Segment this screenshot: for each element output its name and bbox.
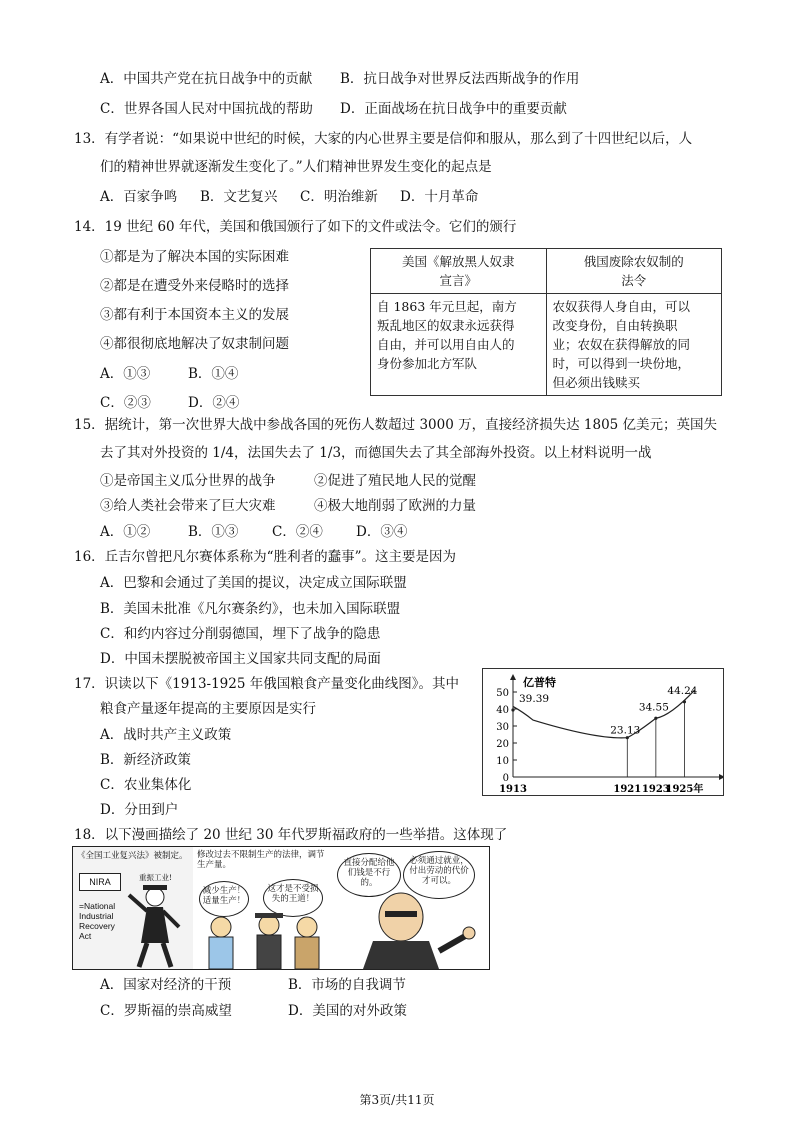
panel1-figure bbox=[123, 881, 189, 969]
q16-option-a: A．巴黎和会通过了美国的提议，决定成立国际联盟 bbox=[100, 575, 407, 591]
y-tick-label: 30 bbox=[496, 722, 509, 733]
table-cell-russia-line: 业；农奴在获得解放的同 bbox=[552, 337, 691, 352]
cartoon-panel-3 bbox=[331, 847, 489, 969]
q18-option-b: B．市场的自我调节 bbox=[288, 977, 406, 993]
panel3-roosevelt-figure bbox=[343, 891, 483, 969]
q14-statement-3: ③都有利于本国资本主义的发展 bbox=[100, 307, 289, 323]
cartoon-panel-2 bbox=[193, 847, 332, 969]
panel2-bubble-2: 这才是不受损失的王道！ bbox=[263, 879, 323, 917]
data-label: 34.55 bbox=[638, 701, 669, 714]
y-tick-label: 20 bbox=[496, 739, 509, 750]
q13-option-c: C．明治维新 bbox=[300, 189, 378, 205]
q16-stem: 16．丘吉尔曾把凡尔赛体系称为“胜利者的蠢事”。这主要是因为 bbox=[74, 549, 456, 565]
q16-option-c: C．和约内容过分削弱德国，埋下了战争的隐患 bbox=[100, 626, 381, 642]
q14-option-b: B．①④ bbox=[188, 366, 239, 382]
q12-option-d: D．正面战场在抗日战争中的重要贡献 bbox=[340, 101, 567, 117]
q15-statement-1: ①是帝国主义瓜分世界的战争 bbox=[100, 473, 276, 489]
data-point bbox=[654, 717, 657, 720]
q17-stem-line2: 粮食产量逐年提高的主要原因是实行 bbox=[100, 701, 316, 717]
table-cell-russia-line: 但必须出钱赎买 bbox=[552, 375, 641, 390]
table-cell-russia-line: 农奴获得人身自由，可以 bbox=[552, 299, 691, 314]
y-tick-label: 10 bbox=[496, 756, 509, 767]
x-axis-arrow bbox=[719, 774, 723, 780]
nira-note-line: Recovery bbox=[79, 921, 115, 931]
q12-option-a: A．中国共产党在抗日战争中的贡献 bbox=[100, 71, 313, 87]
q17-option-d: D．分田到户 bbox=[100, 802, 179, 818]
q14-option-c: C．②③ bbox=[100, 395, 151, 411]
y-tick-label: 0 bbox=[502, 773, 509, 784]
q14-statement-1: ①都是为了解决本国的实际困难 bbox=[100, 249, 289, 265]
y-tick-label: 40 bbox=[496, 705, 509, 716]
x-tick-label: 1921 bbox=[613, 784, 642, 795]
q17-option-a: A．战时共产主义政策 bbox=[100, 727, 232, 743]
x-tick-label: 1913 bbox=[499, 784, 527, 795]
q14-statement-2: ②都是在遭受外来侵略时的选择 bbox=[100, 278, 289, 294]
nira-note-line: Act bbox=[79, 931, 92, 941]
panel3-bubble-1: 直接分配给他们钱是不行的。 bbox=[337, 853, 401, 897]
q15-statement-2: ②促进了殖民地人民的觉醒 bbox=[314, 473, 476, 489]
q15-stem-line1: 15．据统计，第一次世界大战中参战各国的死伤人数超过 3000 万，直接经济损失达 1805 亿美元；英国失 bbox=[74, 417, 718, 433]
q18-option-d: D．美国的对外政策 bbox=[288, 1003, 407, 1019]
panel1-bubble: 重振工业! bbox=[139, 873, 173, 882]
table-cell-russia bbox=[546, 294, 722, 396]
q16-option-b: B．美国未批准《凡尔赛条约》，也未加入国际联盟 bbox=[100, 601, 401, 617]
q14-stem: 14．19 世纪 60 年代，美国和俄国颁行了如下的文件或法令。它们的颁行 bbox=[74, 219, 517, 235]
q17-option-c: C．农业集体化 bbox=[100, 777, 192, 793]
q18-option-a: A．国家对经济的干预 bbox=[100, 977, 232, 993]
y-tick-label: 50 bbox=[496, 688, 509, 699]
q13-stem-line1: 13．有学者说：“如果说中世纪的时候，大家的内心世界主要是信仰和服从，那么到了十四世纪以后，人 bbox=[74, 131, 693, 147]
y-axis-arrow bbox=[510, 674, 516, 680]
panel2-caption: 修改过去不限制生产的法律，调节生产量。 bbox=[197, 850, 325, 870]
data-point bbox=[511, 708, 514, 711]
page-footer: 第3页/共11页 bbox=[359, 1093, 435, 1107]
table-header-us-line1: 美国《解放黑人奴隶 bbox=[401, 254, 515, 269]
q13-option-b: B．文艺复兴 bbox=[200, 189, 278, 205]
q13-option-d: D．十月革命 bbox=[400, 189, 479, 205]
nira-note bbox=[79, 901, 115, 941]
chart-svg bbox=[483, 669, 723, 795]
table-cell-us-line: 自由，并可以用自由人的 bbox=[377, 337, 515, 352]
data-point bbox=[683, 700, 686, 703]
table-header-us-line2: 宣言》 bbox=[439, 273, 477, 288]
panel2-bubble-1: 减少生产！适量生产！ bbox=[199, 881, 249, 917]
q15-option-c: C．②④ bbox=[272, 524, 323, 540]
y-axis-label: 亿普特 bbox=[523, 676, 556, 689]
q15-statement-3: ③给人类社会带来了巨大灾难 bbox=[100, 498, 276, 514]
table-header-russia bbox=[546, 249, 722, 294]
grain-output-chart bbox=[482, 668, 724, 796]
q14-statement-4: ④都很彻底地解决了奴隶制问题 bbox=[100, 336, 289, 352]
data-label: 44.24 bbox=[667, 684, 698, 697]
x-tick-label: 1923 bbox=[641, 784, 670, 795]
roosevelt-cartoon bbox=[72, 846, 490, 970]
table-cell-us-line: 叛乱地区的奴隶永远获得 bbox=[377, 318, 515, 333]
q15-option-b: B．①③ bbox=[188, 524, 239, 540]
q14-documents-table bbox=[370, 248, 722, 396]
table-cell-russia-line: 改变身份，自由转换职 bbox=[552, 318, 678, 333]
x-tick-label: 1925年 bbox=[665, 784, 704, 795]
data-label: 39.39 bbox=[519, 693, 550, 706]
panel3-bubble-2: 必须通过就业，付出劳动的代价才可以。 bbox=[403, 851, 475, 899]
panel2-figures bbox=[197, 911, 329, 969]
table-cell-us-line: 自 1863 年元旦起，南方 bbox=[377, 299, 517, 314]
table-cell-russia-line: 时，可以得到一块份地， bbox=[552, 356, 691, 371]
q16-option-d: D．中国未摆脱被帝国主义国家共同支配的局面 bbox=[100, 651, 381, 667]
table-header-us bbox=[371, 249, 547, 294]
q14-option-d: D．②④ bbox=[188, 395, 240, 411]
q17-stem-line1: 17．识读以下《1913-1925 年俄国粮食产量变化曲线图》。其中 bbox=[74, 676, 459, 692]
table-header-russia-line1: 俄国废除农奴制的 bbox=[583, 254, 684, 269]
q15-statement-4: ④极大地削弱了欧洲的力量 bbox=[314, 498, 476, 514]
panel1-caption: 《全国工业复兴法》被制定。 bbox=[77, 851, 188, 861]
table-header-russia-line2: 法令 bbox=[621, 273, 647, 288]
q17-option-b: B．新经济政策 bbox=[100, 752, 191, 768]
cartoon-panel-1 bbox=[73, 847, 194, 969]
q15-option-a: A．①② bbox=[100, 524, 151, 540]
q15-stem-line2: 去了其对外投资的 1/4，法国失去了 1/3，而德国失去了其全部海外投资。以上材料说明一战 bbox=[100, 445, 652, 461]
q12-option-c: C．世界各国人民对中国抗战的帮助 bbox=[100, 101, 313, 117]
q14-option-a: A．①③ bbox=[100, 366, 151, 382]
nira-note-line: =National bbox=[79, 901, 116, 911]
q12-option-b: B．抗日战争对世界反法西斯战争的作用 bbox=[340, 71, 580, 87]
table-cell-us-line: 身份参加北方军队 bbox=[377, 356, 478, 371]
q15-option-d: D．③④ bbox=[356, 524, 408, 540]
q18-stem: 18．以下漫画描绘了 20 世纪 30 年代罗斯福政府的一些举措。这体现了 bbox=[74, 827, 508, 843]
nira-sign: NIRA bbox=[79, 873, 121, 891]
q13-stem-line2: 们的精神世界就逐渐发生变化了。”人们精神世界发生变化的起点是 bbox=[100, 159, 492, 175]
q18-option-c: C．罗斯福的崇高威望 bbox=[100, 1003, 232, 1019]
nira-note-line: Industrial bbox=[79, 911, 114, 921]
q13-option-a: A．百家争鸣 bbox=[100, 189, 178, 205]
data-label: 23.13 bbox=[610, 724, 641, 737]
table-cell-us bbox=[371, 294, 547, 396]
